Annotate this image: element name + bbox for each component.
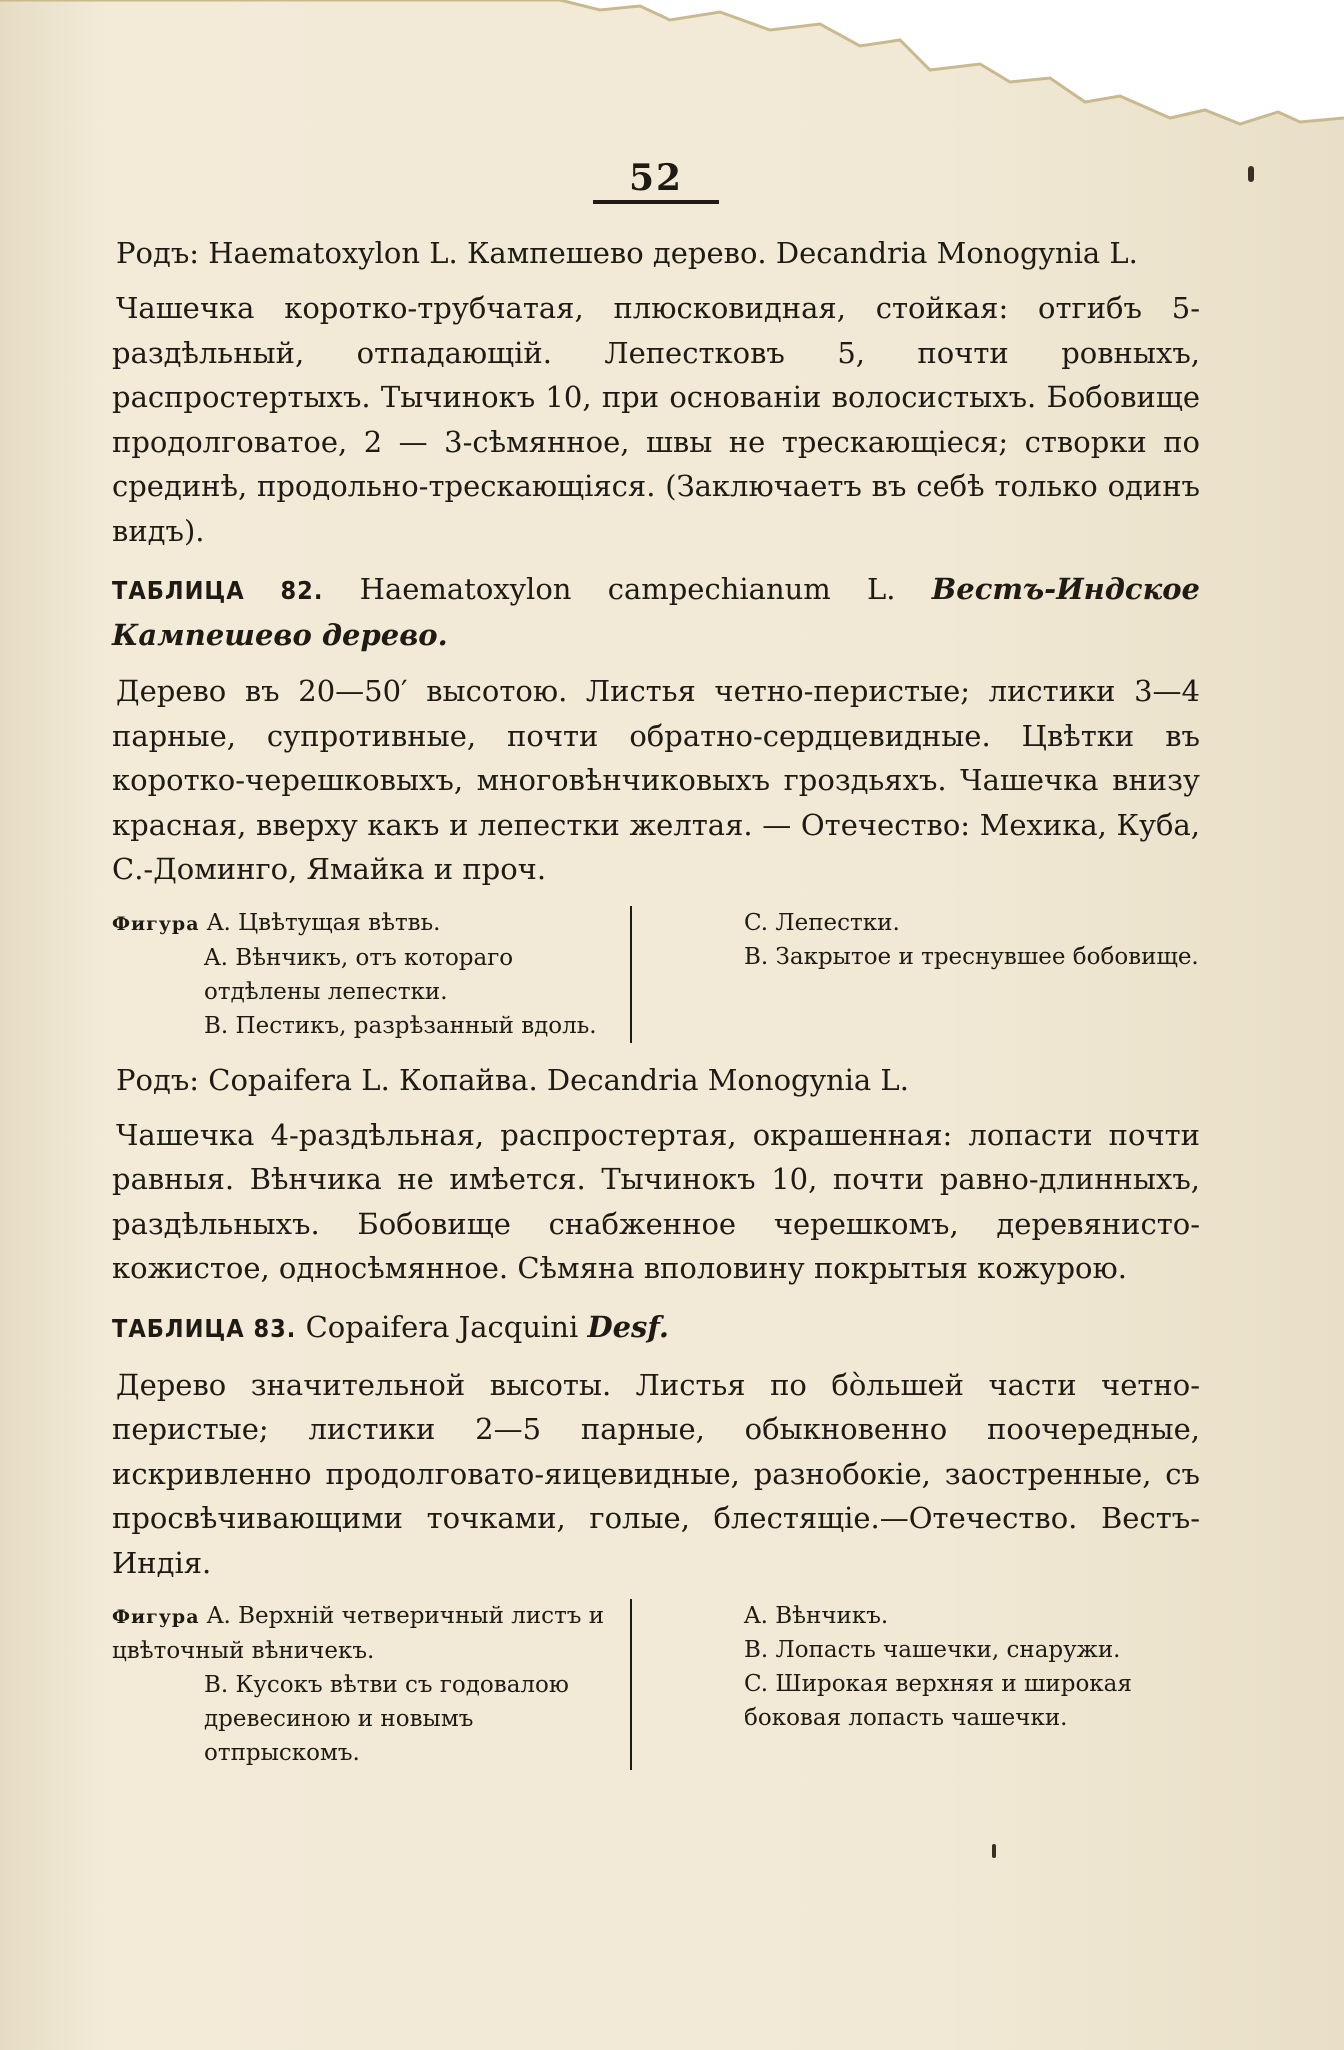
page-number: 52	[112, 160, 1200, 204]
genus-heading: Родъ: Copaifera L. Копайва. Decandria Monogynia L.	[116, 1062, 909, 1097]
ink-speck	[1248, 166, 1254, 182]
figure-legend	[112, 1599, 1200, 1770]
figure-legend-right	[632, 906, 1200, 1043]
figure-item: B. Кусокъ вѣтви съ годовалою древесиною и новымъ отпрыскомъ.	[204, 1672, 569, 1766]
figure-item: A. Вѣнчикъ, отъ котораго отдѣлены лепестки.	[204, 944, 514, 1005]
figure-item: C. Лепестки.	[744, 909, 900, 936]
plate-latin-name: Haematoxylon campechianum L.	[359, 572, 896, 606]
page-content	[112, 157, 1201, 1786]
figure-legend-left	[112, 1599, 632, 1770]
plate-description: Дерево значительной высоты. Листья по бо̀льшей части четно-перистые; листики 2—5 парные, обыкновенно поочередные, искривленно продолговато-яицевидные, разнобокіе, заостренные, съ просвѣчивающими точками, голые, блестящіе.—Отечество. Вестъ-Индія.	[112, 1367, 1200, 1580]
plate-label: ТАБЛИЦА 83.	[112, 1313, 297, 1343]
figure-legend	[112, 906, 1200, 1043]
plate-heading	[112, 567, 1200, 657]
figure-item: B. Пестикъ, разрѣзанный вдоль.	[204, 1012, 597, 1039]
figure-legend-left	[112, 906, 632, 1043]
genus-heading: Родъ: Haematoxylon L. Кампешево дерево. Decandria Monogynia L.	[116, 236, 1138, 270]
plate-latin-name: Copaifera Jacquini	[305, 1309, 579, 1344]
figure-item: B. Закрытое и треснувшее бобовище.	[744, 943, 1199, 970]
plate-label: ТАБЛИЦА 82.	[112, 576, 324, 605]
plate-heading	[112, 1305, 1200, 1351]
ink-speck	[992, 1844, 996, 1858]
figure-legend-right	[632, 1599, 1200, 1770]
genus-description: Чашечка коротко-трубчатая, плюсковидная, стойкая: отгибъ 5-раздѣльный, отпадающій. Лепестковъ 5, почти ровныхъ, распростертыхъ. Тычинокъ 10, при основаніи волосистыхъ. Бобовище продолговатое, 2 — 3-сѣмянное, швы не трескающіеся; створки по срединѣ, продольно-трескающіяся. (Заключаетъ въ себѣ только одинъ видъ).	[112, 291, 1200, 548]
plate-author: Desf.	[587, 1309, 669, 1344]
figure-item: Фигура A. Верхній четверичный листъ и цвѣточный вѣничекъ.	[112, 1603, 605, 1664]
plate-description: Дерево въ 20—50′ высотою. Листья четно-перистые; листики 3—4 парные, супротивные, почти обратно-сердцевидные. Цвѣтки въ коротко-черешковыхъ, многовѣнчиковыхъ гроздьяхъ. Чашечка внизу красная, вверху какъ и лепестки желтая. — Отечество: Мехика, Куба, С.-Доминго, Ямайка и проч.	[112, 674, 1200, 886]
plate-russian-name: Вестъ-Индское Кампешево дерево.	[112, 572, 1201, 652]
figure-item: B. Лопасть чашечки, снаружи.	[744, 1637, 1121, 1663]
figure-item: A. Вѣнчикъ.	[744, 1603, 889, 1629]
genus-description: Чашечка 4-раздѣльная, распростертая, окрашенная: лопасти почти равныя. Вѣнчика не имѣется. Тычинокъ 10, почти равно-длинныхъ, раздѣльныхъ. Бобовище снабженное черешкомъ, деревянисто-кожистое, односѣмянное. Сѣмяна вполовину покрытыя кожурою.	[112, 1117, 1200, 1285]
figure-item: Фигура A. Цвѣтущая вѣтвь.	[112, 909, 441, 936]
figure-item: C. Широкая верхняя и широкая боковая лопасть чашечки.	[744, 1671, 1132, 1731]
